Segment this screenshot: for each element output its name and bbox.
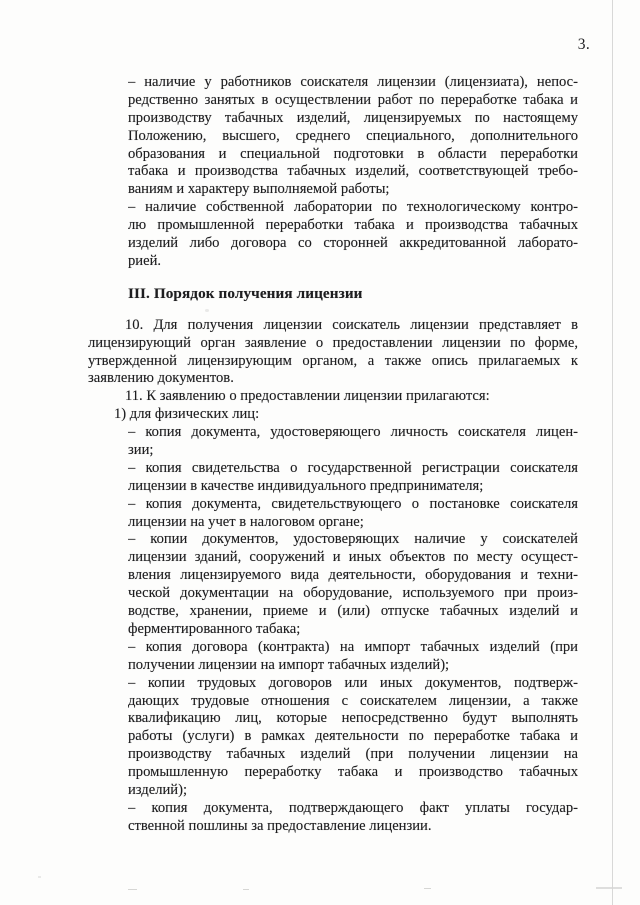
scan-artifact-speck — [205, 309, 209, 312]
text-line: – копия свидетельства о государственной регистрации соискателя — [128, 459, 578, 476]
text-line: вления лицензируемого вида деятельности, оборудования и техни- — [128, 567, 578, 584]
requirement-item-import-contract — [128, 639, 578, 675]
text-line: изделий); — [128, 781, 188, 798]
list-item-laboratory — [128, 199, 578, 271]
paragraph-11: 11. К заявлению о предоставлении лицензии прилагаются: — [125, 388, 490, 405]
text-line: ваниям и характеру выполняемой работы; — [128, 181, 390, 198]
page-number: 3. — [577, 36, 590, 53]
text-line: лицензирующий орган заявление о предоставлении лицензии по форме, — [88, 334, 578, 351]
text-line: заявлению документов. — [88, 370, 234, 387]
scan-artifact-speck — [424, 888, 431, 889]
text-line: образования и специальной подготовки в области переработки — [128, 145, 578, 162]
text-line: – копия документа, подтверждающего факт уплаты государ- — [128, 799, 578, 816]
text-line: лицензии в качестве индивидуального предпринимателя; — [128, 477, 484, 494]
scan-artifact-speck — [243, 889, 249, 890]
text-line: табака и производства табачных изделий, соответствующей требо- — [128, 163, 578, 180]
text-line: – копия документа, удостоверяющего личность соискателя лицен- — [128, 424, 578, 441]
text-line: получении лицензии на импорт табачных изделий); — [128, 656, 450, 673]
text-line: ственной пошлины за предоставление лицензии. — [128, 817, 432, 834]
requirement-item-tax-registration — [128, 496, 578, 532]
text-line: лицензии зданий, сооружений и иных объектов по месту осущест- — [128, 549, 578, 566]
text-line: изделий либо договора со сторонней аккредитованной лаборато- — [128, 235, 578, 252]
text-line: производству табачных изделий (при получении лицензии на — [128, 746, 578, 763]
requirement-item-state-duty — [128, 800, 578, 836]
text-line: лю промышленной переработки табака и производства табачных — [128, 217, 578, 234]
scan-artifact-speck — [128, 889, 137, 890]
scan-artifact-speck — [596, 887, 622, 889]
text-line: Положению, высшего, среднего специального, дополнительного — [128, 127, 578, 144]
text-line: ческой документации на оборудование, используемого при произ- — [128, 585, 578, 602]
text-line: – наличие собственной лаборатории по технологическому контро- — [128, 199, 578, 216]
text-line: дающих трудовые отношения с соискателем лицензии, а также — [128, 692, 578, 709]
requirement-item-state-registration — [128, 460, 578, 496]
text-line: – копии трудовых договоров или иных документов, подтверж- — [128, 674, 578, 691]
scan-artifact-vertical-line — [612, 0, 613, 905]
text-line: 10. Для получения лицензии соискатель лицензии представляет в — [125, 316, 578, 333]
list-item-staff-qualification — [128, 74, 578, 199]
text-line: водстве, хранении, приеме и (или) отпуске табачных изделий и — [128, 603, 578, 620]
requirement-item-labor-contracts — [128, 675, 578, 800]
scan-artifact-speck — [38, 876, 41, 878]
section-heading: III. Порядок получения лицензии — [128, 284, 363, 302]
text-line: лицензии на учет в налоговом органе; — [128, 513, 364, 530]
text-line: – наличие у работников соискателя лицензии (лицензиата), непос- — [128, 74, 578, 90]
text-line: зии; — [128, 442, 154, 459]
text-line: – копия документа, свидетельствующего о постановке соискателя — [128, 495, 578, 512]
text-line: ферментированного табака; — [128, 620, 301, 637]
text-line: – копии документов, удостоверяющих наличие у соискателей — [128, 531, 578, 548]
text-line: работы (услуги) в рамках деятельности по переработке табака и — [128, 728, 578, 745]
subitem-individuals-header: 1) для физических лиц: — [114, 406, 260, 423]
paragraph-10 — [88, 317, 578, 389]
text-line: промышленную переработку табака и производство табачных — [128, 764, 578, 781]
requirement-item-identity-document — [128, 424, 578, 460]
text-line: рией. — [128, 252, 162, 269]
requirement-item-premises-equipment — [128, 531, 578, 638]
text-line: редственно занятых в осуществлении работ по переработке табака и — [128, 91, 578, 108]
text-line: утвержденной лицензирующим органом, а также опись прилагаемых к — [88, 352, 578, 369]
text-line: квалификацию лиц, которые непосредственно будут выполнять — [128, 710, 578, 727]
text-line: производству табачных изделий, лицензируемых по настоящему — [128, 109, 578, 126]
page-content — [88, 74, 578, 836]
text-line: – копия договора (контракта) на импорт табачных изделий (при — [128, 638, 578, 655]
